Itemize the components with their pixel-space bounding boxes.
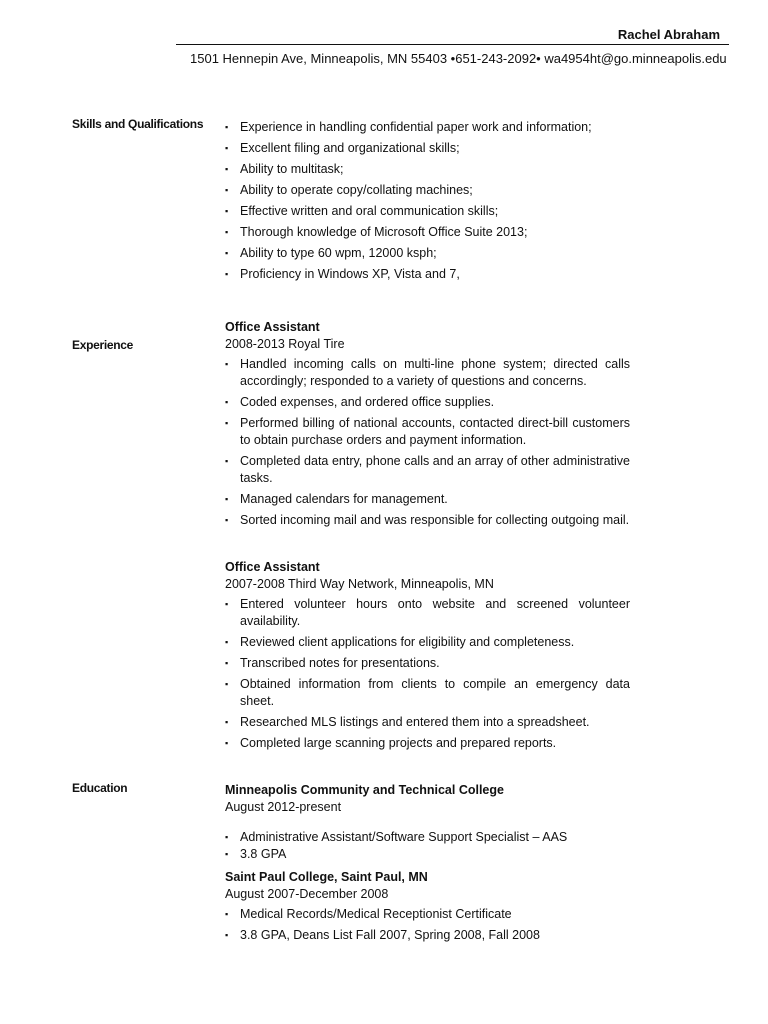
header-divider [176,44,729,45]
bullet-icon: ▪ [225,456,229,466]
bullet-icon: ▪ [225,359,229,369]
bullet-icon: ▪ [225,185,229,195]
list-item: ▪ Administrative Assistant/Software Support Specialist – AAS [225,830,568,844]
bullet-icon: ▪ [225,122,229,132]
job-duties-list [225,356,630,529]
skills-section-label: Skills and Qualifications [72,117,204,131]
list-item: ▪ Handled incoming calls on multi-line phone system; directed calls accordingly; responded to a variety of questions and concerns. [225,357,630,388]
list-item: ▪ Entered volunteer hours onto website and screened volunteer availability. [225,597,630,628]
list-item: ▪ Completed large scanning projects and prepared reports. [225,736,557,750]
experience-section-label: Experience [72,338,134,352]
school-details-list [225,906,630,944]
job-dates-org: 2007-2008 Third Way Network, Minneapolis, MN [225,577,494,591]
school-name: Saint Paul College, Saint Paul, MN [225,870,428,884]
applicant-name: Rachel Abraham [617,27,720,42]
school-dates: August 2007-December 2008 [225,887,389,901]
bullet-icon: ▪ [225,832,229,842]
bullet-icon: ▪ [225,679,229,689]
job-entry [225,559,630,756]
skills-section [225,119,630,287]
school-entry [225,869,630,948]
school-entry [225,782,630,863]
bullet-icon: ▪ [225,418,229,428]
job-duties-list [225,596,630,752]
skills-list [225,119,630,283]
bullet-icon: ▪ [225,658,229,668]
bullet-icon: ▪ [225,143,229,153]
list-item: ▪ Coded expenses, and ordered office supplies. [225,395,495,409]
list-item: ▪ Excellent filing and organizational skills; [225,141,460,155]
bullet-icon: ▪ [225,717,229,727]
bullet-icon: ▪ [225,494,229,504]
list-item: ▪ Researched MLS listings and entered them into a spreadsheet. [225,715,590,729]
bullet-icon: ▪ [225,738,229,748]
list-item: ▪ 3.8 GPA [225,847,287,861]
list-item: ▪ Experience in handling confidential paper work and information; [225,120,592,134]
job-dates-org: 2008-2013 Royal Tire [225,337,345,351]
list-item: ▪ Thorough knowledge of Microsoft Office Suite 2013; [225,225,528,239]
bullet-icon: ▪ [225,248,229,258]
school-dates: August 2012-present [225,800,342,814]
bullet-icon: ▪ [225,515,229,525]
list-item: ▪ Completed data entry, phone calls and an array of other administrative tasks. [225,454,630,485]
bullet-icon: ▪ [225,227,229,237]
bullet-icon: ▪ [225,930,229,940]
list-item: ▪ Performed billing of national accounts, contacted direct-bill customers to obtain purchase orders and payment information. [225,416,630,447]
job-title: Office Assistant [225,560,320,574]
list-item: ▪ Sorted incoming mail and was responsible for collecting outgoing mail. [225,513,630,527]
job-entry [225,319,630,533]
education-section-label: Education [72,781,128,795]
list-item: ▪ 3.8 GPA, Deans List Fall 2007, Spring 2008, Fall 2008 [225,928,540,942]
list-item: ▪ Effective written and oral communication skills; [225,204,499,218]
list-item: ▪ Ability to multitask; [225,162,344,176]
school-details-list [225,829,630,863]
bullet-icon: ▪ [225,397,229,407]
job-title: Office Assistant [225,320,320,334]
list-item: ▪ Ability to operate copy/collating machines; [225,183,473,197]
bullet-icon: ▪ [225,637,229,647]
list-item: ▪ Reviewed client applications for eligibility and completeness. [225,635,575,649]
list-item: ▪ Managed calendars for management. [225,492,448,506]
bullet-icon: ▪ [225,164,229,174]
bullet-icon: ▪ [225,269,229,279]
bullet-icon: ▪ [225,599,229,609]
list-item: ▪ Obtained information from clients to compile an emergency data sheet. [225,677,630,708]
list-item: ▪ Transcribed notes for presentations. [225,656,440,670]
list-item: ▪ Proficiency in Windows XP, Vista and 7, [225,267,460,281]
contact-line: 1501 Hennepin Ave, Minneapolis, MN 55403 •651-243-2092• wa4954ht@go.minneapolis.edu [190,51,727,66]
list-item: ▪ Ability to type 60 wpm, 12000 ksph; [225,246,437,260]
bullet-icon: ▪ [225,909,229,919]
bullet-icon: ▪ [225,206,229,216]
list-item: ▪ Medical Records/Medical Receptionist Certificate [225,907,512,921]
school-name: Minneapolis Community and Technical College [225,783,504,797]
bullet-icon: ▪ [225,849,229,859]
